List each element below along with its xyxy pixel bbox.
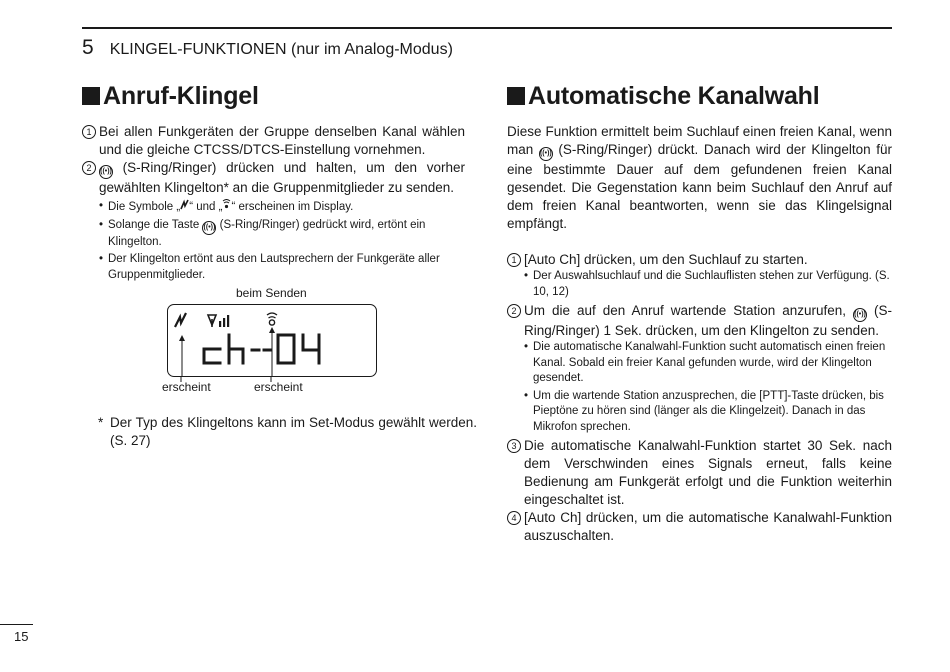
step-2: 2 Um die auf den Anruf wartende Station anzurufen, ((•)) (S-Ring/Ringer) 1 Sek. drücken, um den Klingelton zu senden. (507, 302, 892, 340)
lcd-graphic (168, 305, 376, 376)
intro-paragraph: Diese Funktion ermittelt beim Suchlauf einen freien Kanal, wenn man ((•)) (S-Ring/Ringer) drückt. Danach wird der Klingelton für eine bestimmte Dauer auf dem gefundenen freien Kanal gesendet. Die Gegenstation kann beim Suchlauf den Anruf auf dem freien Kanal beantworten, wenn sie das Klingelsignal empfängt. (507, 124, 892, 231)
square-bullet-icon (82, 87, 100, 105)
page-number: 15 (14, 629, 29, 644)
s-ring-button-icon: ((•)) (539, 147, 553, 161)
step-1-bullets (524, 269, 892, 300)
step-2-bullets (99, 199, 465, 283)
step-1: 1 [Auto Ch] drücken, um den Suchlauf zu starten. (507, 251, 892, 269)
left-column (82, 123, 465, 285)
call-signal-icon (180, 199, 189, 210)
diagram-caption: beim Senden (236, 286, 307, 300)
right-column (507, 123, 892, 545)
chapter-heading (82, 36, 453, 60)
square-bullet-icon (507, 87, 525, 105)
ringer-icon (267, 313, 277, 325)
s-ring-button-icon: ((•)) (202, 221, 216, 235)
list-item: • Um die wartende Station anzusprechen, die [PTT]-Taste drücken, bis Pieptöne zu hören sind (länger als die Klingelzeit). Danach in das Mikrofon sprechen. (524, 389, 892, 436)
section-title-anruf-klingel: Anruf-Klingel (82, 82, 259, 111)
channel-readout (204, 335, 319, 363)
header-rule (82, 27, 892, 29)
list-item: • Der Klingelton ertönt aus den Lautsprechern der Funkgeräte aller Gruppenmitglieder. (99, 252, 465, 283)
label-erscheint-left: erscheint (162, 380, 211, 394)
footer-rule (0, 624, 33, 625)
step-number: 1 (507, 253, 521, 267)
step-4: 4 [Auto Ch] drücken, um die automatische Kanalwahl-Funktion auszuschalten. (507, 509, 892, 545)
list-item: • Der Auswahlsuchlauf und die Suchlauflisten stehen zur Verfügung. (S. 10, 12) (524, 269, 892, 300)
call-signal-icon (175, 313, 186, 327)
step-number: 2 (507, 304, 521, 318)
step-2-bullets (524, 340, 892, 435)
step-number: 1 (82, 125, 96, 139)
step-number: 2 (82, 161, 96, 175)
section-title-automatische-kanalwahl: Automatische Kanalwahl (507, 82, 820, 111)
s-ring-button-icon: ((•)) (99, 165, 113, 179)
step-2: 2 ((•)) (S-Ring/Ringer) drücken und halten, um den vorher gewählten Klingelton* an die Gruppenmitglieder zu senden. (82, 159, 465, 197)
footnote: * Der Typ des Klingeltons kann im Set-Modus gewählt werden. (S. 27) (98, 415, 477, 448)
label-erscheint-right: erscheint (254, 380, 303, 394)
signal-strength-icon (208, 315, 229, 327)
list-item: • Die automatische Kanalwahl-Funktion sucht automatisch einen freien Kanal. Sobald ein freier Kanal gefunden wurde, wird der Klingelton gesendet. (524, 340, 892, 387)
step-1: 1 Bei allen Funkgeräten der Gruppe denselben Kanal wählen und die gleiche CTCSS/DTCS-Einstellung vornehmen. (82, 123, 465, 159)
s-ring-button-icon: ((•)) (853, 308, 867, 322)
chapter-title: KLINGEL-FUNKTIONEN (nur im Analog-Modus) (109, 41, 453, 58)
list-item: • Solange die Taste ((•)) (S-Ring/Ringer) gedrückt wird, ertönt ein Klingelton. (99, 218, 465, 251)
list-item: • Die Symbole „ “ und „ “ erscheinen im Display. (99, 199, 465, 216)
lcd-display (167, 304, 377, 377)
step-3: 3 Die automatische Kanalwahl-Funktion startet 30 Sek. nach dem Verschwinden eines Signals erneut, falls keine Bedienung am Funkgerät erfolgt und die Funktion weiterhin eingeschaltet ist. (507, 437, 892, 509)
step-number: 4 (507, 511, 521, 525)
step-number: 3 (507, 439, 521, 453)
chapter-number: 5 (82, 36, 94, 59)
